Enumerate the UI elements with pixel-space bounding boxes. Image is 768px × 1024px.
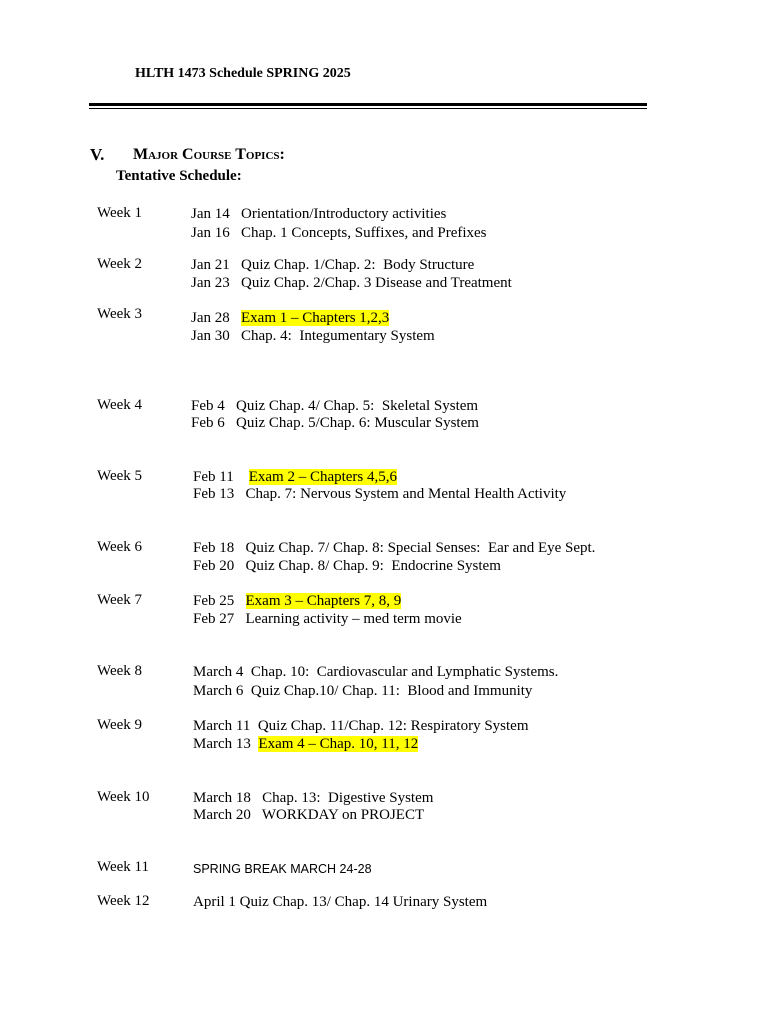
entry-text: Quiz Chap. 13/ Chap. 14 Urinary System (239, 894, 488, 910)
schedule-entry (193, 592, 401, 610)
week-label: Week 7 (97, 592, 143, 608)
entry-date: Jan 21 (191, 257, 230, 273)
week-label: Week 8 (97, 663, 143, 679)
schedule-entry (193, 557, 501, 575)
entry-date: March 18 (193, 790, 251, 806)
schedule-entry (191, 309, 389, 327)
schedule-entry (193, 893, 487, 911)
schedule-entry (193, 860, 372, 878)
schedule-entry (193, 610, 462, 628)
week-label: Week 6 (97, 539, 143, 555)
schedule-entry (193, 682, 532, 700)
entry-date: Feb 20 (193, 558, 235, 574)
entry-date: March 13 (193, 736, 251, 752)
entry-date: April 1 (193, 894, 236, 910)
entry-text: Chap. 13: Digestive System (262, 790, 434, 806)
entry-date: Feb 27 (193, 611, 235, 627)
entry-date: March 6 (193, 683, 244, 699)
section-number: V. (90, 145, 105, 164)
entry-text-highlighted: Exam 3 – Chapters 7, 8, 9 (245, 593, 402, 609)
subsection-title: Tentative Schedule: (116, 168, 242, 184)
header-rule-thick (89, 103, 647, 106)
week-label: Week 12 (97, 893, 150, 909)
schedule-entry (193, 735, 418, 753)
schedule-entry (191, 205, 446, 223)
entry-date: Jan 23 (191, 275, 230, 291)
schedule-entry (193, 806, 424, 824)
entry-date: Feb 4 (191, 398, 225, 414)
schedule-entry (193, 468, 397, 486)
entry-date: Feb 6 (191, 415, 225, 431)
entry-date: March 20 (193, 807, 251, 823)
section-title: Major Course Topics: (133, 146, 285, 163)
entry-text: Quiz Chap.10/ Chap. 11: Blood and Immunity (250, 683, 533, 699)
entry-date: Jan 30 (191, 328, 230, 344)
entry-text: Quiz Chap. 7/ Chap. 8: Special Senses: Ear and Eye Sept. (245, 540, 596, 556)
entry-text: Learning activity – med term movie (245, 611, 462, 627)
page-header: HLTH 1473 Schedule SPRING 2025 (135, 66, 351, 81)
entry-text: Chap. 7: Nervous System and Mental Health Activity (245, 486, 567, 502)
schedule-entry (193, 717, 529, 735)
entry-date: Jan 14 (191, 206, 230, 222)
entry-date: March 11 (193, 718, 251, 734)
schedule-entry (191, 256, 474, 274)
header-rule-thin (89, 108, 647, 109)
entry-text: Quiz Chap. 11/Chap. 12: Respiratory System (257, 718, 529, 734)
schedule-entry (193, 539, 595, 557)
week-label: Week 11 (97, 859, 149, 875)
schedule-entry (193, 789, 433, 807)
entry-text: WORKDAY on PROJECT (261, 807, 425, 823)
entry-date: Feb 11 (193, 469, 234, 485)
entry-date: Feb 13 (193, 486, 235, 502)
week-label: Week 2 (97, 256, 143, 272)
entry-text: Chap. 4: Integumentary System (241, 328, 435, 344)
week-label: Week 9 (97, 717, 143, 733)
entry-date: Feb 18 (193, 540, 235, 556)
entry-text-highlighted: Exam 1 – Chapters 1,2,3 (241, 310, 390, 326)
entry-date: Jan 16 (191, 225, 230, 241)
entry-text: Orientation/Introductory activities (241, 206, 447, 222)
week-label: Week 10 (97, 789, 150, 805)
entry-text: Quiz Chap. 4/ Chap. 5: Skeletal System (236, 398, 479, 414)
week-label: Week 3 (97, 306, 143, 322)
entry-date: Jan 28 (191, 310, 230, 326)
schedule-entry (191, 224, 487, 242)
schedule-entry (193, 485, 566, 503)
entry-text: Chap. 1 Concepts, Suffixes, and Prefixes (241, 225, 487, 241)
schedule-entry (191, 274, 512, 292)
entry-text: Quiz Chap. 5/Chap. 6: Muscular System (236, 415, 479, 431)
week-label: Week 5 (97, 468, 143, 484)
entry-text-highlighted: Exam 2 – Chapters 4,5,6 (248, 469, 398, 485)
entry-text: Quiz Chap. 1/Chap. 2: Body Structure (241, 257, 475, 273)
entry-text: SPRING BREAK MARCH 24-28 (193, 862, 372, 876)
entry-text: Quiz Chap. 8/ Chap. 9: Endocrine System (245, 558, 501, 574)
entry-text-highlighted: Exam 4 – Chap. 10, 11, 12 (258, 736, 419, 752)
schedule-entry (193, 663, 558, 681)
week-label: Week 4 (97, 397, 143, 413)
entry-text: Chap. 10: Cardiovascular and Lymphatic Systems. (250, 664, 559, 680)
entry-text: Quiz Chap. 2/Chap. 3 Disease and Treatment (241, 275, 512, 291)
week-label: Week 1 (97, 205, 143, 221)
schedule-entry (191, 327, 435, 345)
schedule-entry (191, 397, 478, 415)
schedule-entry (191, 414, 479, 432)
entry-date: Feb 25 (193, 593, 235, 609)
entry-date: March 4 (193, 664, 244, 680)
